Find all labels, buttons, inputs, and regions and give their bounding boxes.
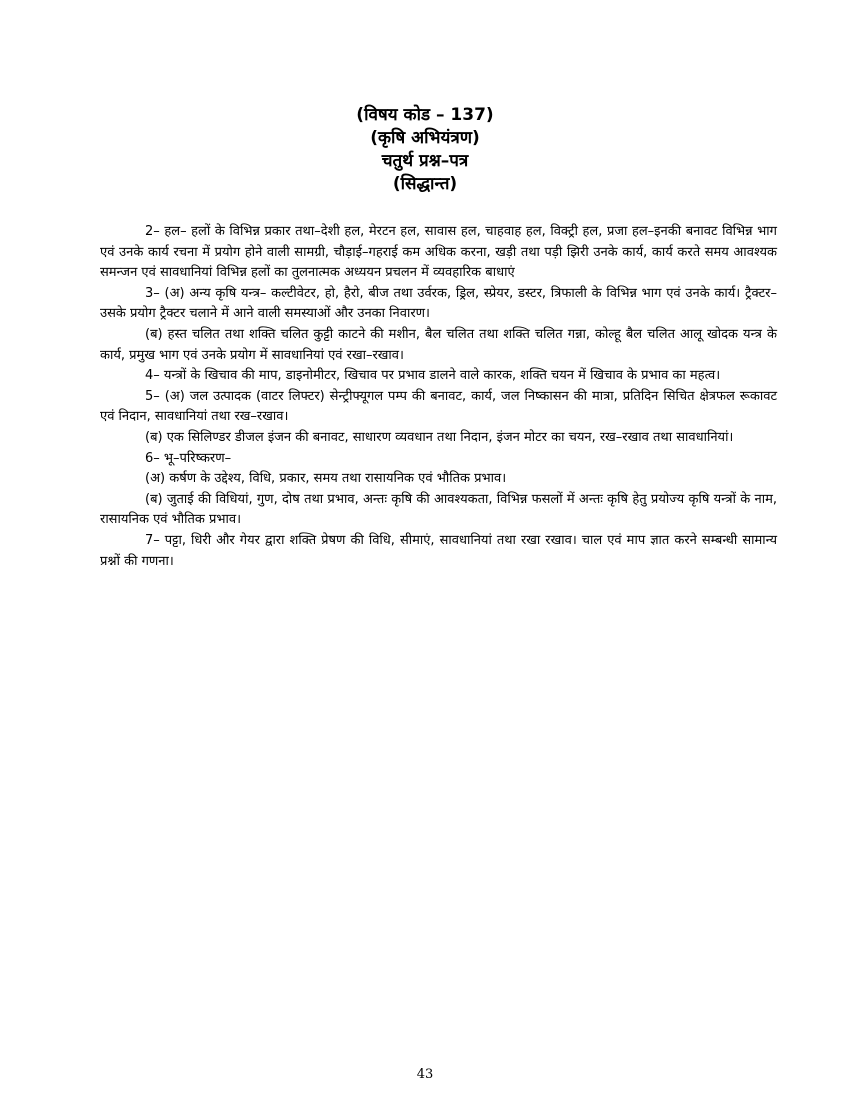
paragraph-power-transmission: 7– पट्टा, धिरी और गेयर द्वारा शक्ति प्रेषण की विधि, सीमाएं, सावधानियां तथा रखा रखाव। चाल एवं माप ज्ञात करने सम्बन्धी सामान्य प्रश्नों की गणना। bbox=[100, 532, 777, 569]
subject-code: (विषय कोड – 137) bbox=[356, 105, 494, 125]
paragraph-water-lifter: 5– (अ) जल उत्पादक (वाटर लिफ्टर) सेन्ट्रीफ्यूगल पम्प की बनावट, कार्य, जल निष्कासन की मात्रा, प्रतिदिन सिचित क्षेत्रफल रूकावट एवं निदान, सावधानियां तथा रख–रखाव। bbox=[100, 388, 777, 425]
subject-name: (कृषि अभियंत्रण) bbox=[370, 128, 480, 148]
paragraph-tillage-purpose: (अ) कर्षण के उद्देश्य, विधि, प्रकार, समय तथा रासायनिक एवं भौतिक प्रभाव। bbox=[145, 471, 507, 487]
paragraph-ploughs: 2– हल– हलों के विभिन्न प्रकार तथा–देशी हल, मेरटन हल, सावास हल, चाहवाह हल, विक्ट्री हल, प्रजा हल–इनकी बनावट विभिन्न भाग एवं उनके कार्य रचना में प्रयोग होने वाली सामग्री, चौड़ाई–गहराई कम अधिक करना, खड़ी तथा पड़ी झिरी उनके कार्य, कार्य करते समय आवश्यक समन्जन एवं सावधानियां विभिन्न हलों का तुलनात्मक अध्ययन प्रचलन में व्यवहारिक बाधाएं bbox=[100, 224, 777, 281]
page-number: 43 bbox=[416, 1067, 434, 1082]
document-header bbox=[0, 104, 850, 196]
paper-title: चतुर्थ प्रश्न–पत्र bbox=[381, 151, 469, 171]
paragraph-diesel-engine: (ब) एक सिलिण्डर डीजल इंजन की बनावट, साधारण व्यवधान तथा निदान, इंजन मोटर का चयन, रख–रखाव तथा सावधानियां। bbox=[145, 429, 734, 445]
syllabus-body bbox=[100, 222, 777, 572]
paragraph-tillage-heading: 6– भू–परिष्करण– bbox=[145, 450, 232, 466]
paragraph-ploughing-methods: (ब) जुताई की विधियां, गुण, दोष तथा प्रभाव, अन्तः कृषि की आवश्यकता, विभिन्न फसलों में अन्तः कृषि हेतु प्रयोज्य कृषि यन्त्रों के नाम, रासायनिक एवं भौतिक प्रभाव। bbox=[100, 491, 777, 528]
paragraph-chaff-cutter: (ब) हस्त चलित तथा शक्ति चलित कुट्टी काटने की मशीन, बैल चलित तथा शक्ति चलित गन्ना, कोल्हू बैल चलित आलू खोदक यन्त्र के कार्य, प्रमुख भाग एवं उनके प्रयोग में सावधानियां एवं रखा–रखाव। bbox=[100, 326, 777, 363]
paper-type: (सिद्धान्त) bbox=[392, 174, 458, 194]
paragraph-draft-measurement: 4– यन्त्रों के खिचाव की माप, डाइनोमीटर, खिचाव पर प्रभाव डालने वाले कारक, शक्ति चयन में खिचाव के प्रभाव का महत्व। bbox=[145, 368, 721, 384]
paragraph-other-implements: 3– (अ) अन्य कृषि यन्त्र– कल्टीवेटर, हो, हैरो, बीज तथा उर्वरक, ड्रिल, स्प्रेयर, डस्टर, त्रिफाली के विभिन्न भाग एवं उनके कार्य। ट्रैक्टर– उसके प्रयोग ट्रैक्टर चलाने में आने वाली समस्याओं और उनका निवारण। bbox=[100, 285, 777, 322]
